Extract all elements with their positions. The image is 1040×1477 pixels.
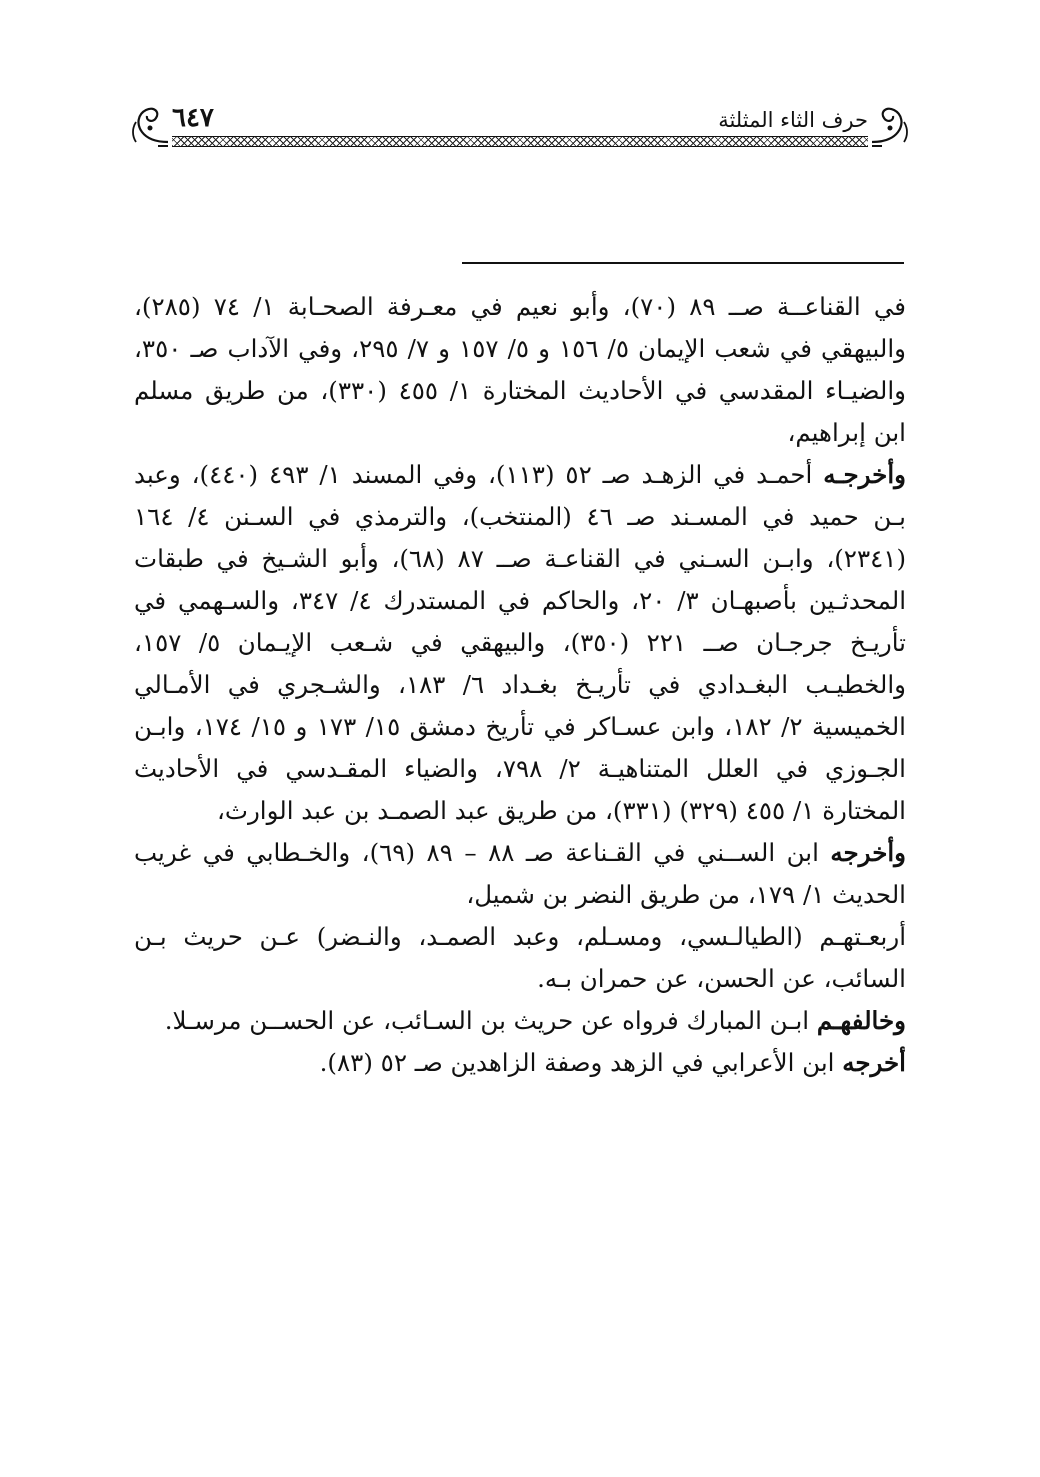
paragraph	[134, 454, 906, 832]
paragraph	[134, 1000, 906, 1042]
paragraph-text: ابن الأعرابي في الزهد وصفة الزاهدين صـ ٥٢ (٨٣).	[319, 1048, 843, 1077]
paragraph-text: في القناعــة صــ ٨٩ (٧٠)، وأبو نعيم في معـرفة الصحـابة ١/ ٧٤ (٢٨٥)، والبيهقي في شعب الإيمان ٥/ ١٥٦ و ٥/ ١٥٧ و ٧/ ٢٩٥، وفي الآداب صـ ٣٥٠، والضيـاء المقدسي في الأحاديث المختارة ١/ ٤٥٥ (٣٣٠)، من طريق مسلم ابن إبراهيم،	[134, 292, 906, 447]
paragraph-lead: وأخرجه	[830, 838, 906, 867]
paragraph-lead: وخالفهـم	[816, 1006, 906, 1035]
right-ornament-icon	[868, 102, 912, 148]
header-decorative-band	[172, 136, 868, 147]
paragraph	[134, 286, 906, 454]
paragraph-text: أربعـتهـم (الطيالـسي، ومسـلم، وعبد الصمـد، والنـضر) عـن حريث بـن السائب، عن الحسن، عن حمران بـه.	[134, 922, 906, 993]
page-number: ٦٤٧	[172, 103, 214, 133]
page-header	[128, 100, 912, 150]
paragraph	[134, 832, 906, 916]
footnote-separator	[462, 262, 904, 264]
paragraph-lead: أخرجه	[842, 1048, 906, 1077]
paragraph-text: ابـن المبارك فرواه عن حريث بن السـائب، عن الحســن مرسـلا.	[164, 1006, 817, 1035]
paragraph-lead: وأخرجـه	[823, 460, 906, 489]
paragraph-text: ابن الســني في القـناعة صـ ٨٨ – ٨٩ (٦٩)، والخـطابي في غريب الحديث ١/ ١٧٩، من طريق النضر بن شميل،	[134, 838, 906, 909]
paragraph-text: أحمـد في الزهـد صـ ٥٢ (١١٣)، وفي المسند ١/ ٤٩٣ (٤٤٠)، وعبد بـن حميد في المسـند صـ ٤٦ (المنتخب)، والترمذي في السـنن ٤/ ١٦٤ (٢٣٤١)، وابـن السـني في القناعـة صــ ٨٧ (٦٨)، وأبو الشـيخ في طبقات المحدثـين بأصبهـان ٣/ ٢٠، والحاكم في المستدرك ٤/ ٣٤٧، والسـهمي في تأريـخ جرجـان صــ ٢٢١ (٣٥٠)، والبيهقي في شـعب الإيـمان ٥/ ١٥٧، والخطيـب البغـدادي في تأريـخ بغـداد ٦/ ١٨٣، والشـجري في الأمـالي الخميسية ٢/ ١٨٢، وابن عسـاكر في تأريخ دمشق ١٥/ ١٧٣ و ١٥/ ١٧٤، وابـن الجـوزي في العلل المتناهيـة ٢/ ٧٩٨، والضياء المقـدسي في الأحاديث المختارة ١/ ٤٥٥ (٣٢٩) (٣٣١)، من طريق عبد الصمـد بن عبد الوارث،	[134, 460, 907, 825]
paragraph	[134, 916, 906, 1000]
paragraph	[134, 1042, 906, 1084]
left-ornament-icon	[128, 102, 172, 148]
running-title: حرف الثاء المثلثة	[718, 108, 868, 132]
footnote-body	[134, 286, 906, 1084]
